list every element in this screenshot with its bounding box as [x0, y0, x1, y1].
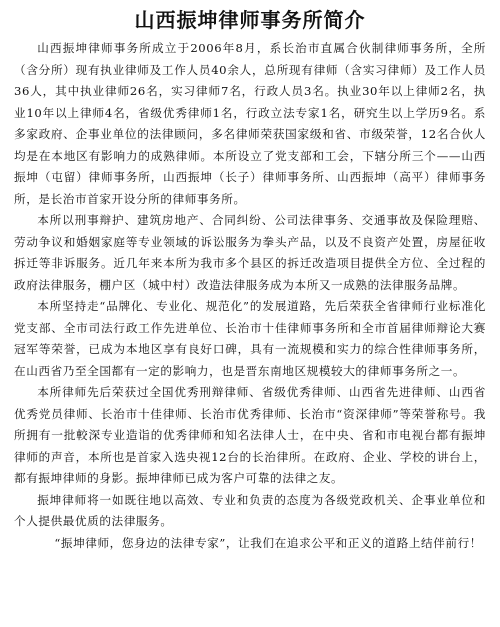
- paragraph-services: 本所以刑事辩护、建筑房地产、合同纠纷、公司法律事务、交通事故及保险理赔、劳动争议和婚姻家庭等专业领域的诉讼服务为拳头产品，以及不良资产处置，房屋征收拆迁等非诉服务。近几年来本所为我市多个县区的拆迁改造项目提供全方位、全过程的政府法律服务，棚户区（城中村）改造法律服务成为本所又一成熟的法律服务品牌。: [14, 213, 486, 292]
- closing-slogan: “振坤律师，您身边的法律专家”，让我们在追求公平和正义的道路上结伴前行！: [54, 535, 482, 550]
- paragraph-honors: 本所律师先后荣获过全国优秀刑辩律师、省级优秀律师、山西省先进律师、山西省优秀党员律师、长治市十佳律师、长治市优秀律师、长治市“资深律师”等荣誉称号。我所拥有一批較深专业造诣的优秀律师和知名法律人士，在中央、省和市电视台都有振坤律师的声音，本所也是首家入选央视12台的长治律所。在政府、企业、学校的讲台上，都有振坤律师的身影。振坤律师已成为客户可靠的法律之友。: [14, 385, 486, 485]
- paragraph-development: 本所坚持走“品牌化、专业化、规范化”的发展道路，先后荣获全省律师行业标准化党支部、全市司法行政工作先进单位、长治市十佳律师事务所和全市首届律师辩论大赛冠军等荣誉，已成为本地区享有良好口碑，具有一流规模和实力的综合性律师事务所，在山西省乃至全国都有一定的影响力，也是晋东南地区规模较大的律师事务所之一。: [14, 299, 486, 378]
- paragraph-commitment: 振坤律师将一如既往地以高效、专业和负责的态度为各级党政机关、企事业单位和个人提供最优质的法律服务。: [14, 492, 486, 528]
- paragraph-overview: 山西振坤律师事务所成立于2006年8月，系长治市直属合伙制律师事务所，全所（含分所）现有执业律师及工作人员40余人，总所现有律师（含实习律师）及工作人员36人，其中执业律师26名，实习律师7名，行政人员3名。执业30年以上律师2名，执业10年以上律师4名，省级优秀律师1名，行政立法专家1名，研究生以上学历9名。系多家政府、企事业单位的法律顾问，多名律师荣获国家级和省、市级荣誉，12名合伙人均是在本地区有影响力的成熟律师。本所设立了党支部和工会，下辖分所三个——山西振坤（屯留）律师事务所，山西振坤（长子）律师事务所、山西振坤（高平）律师事务所，是长治市首家开设分所的律师事务所。: [14, 41, 486, 206]
- document-title: 山西振坤律师事务所简介: [134, 8, 366, 32]
